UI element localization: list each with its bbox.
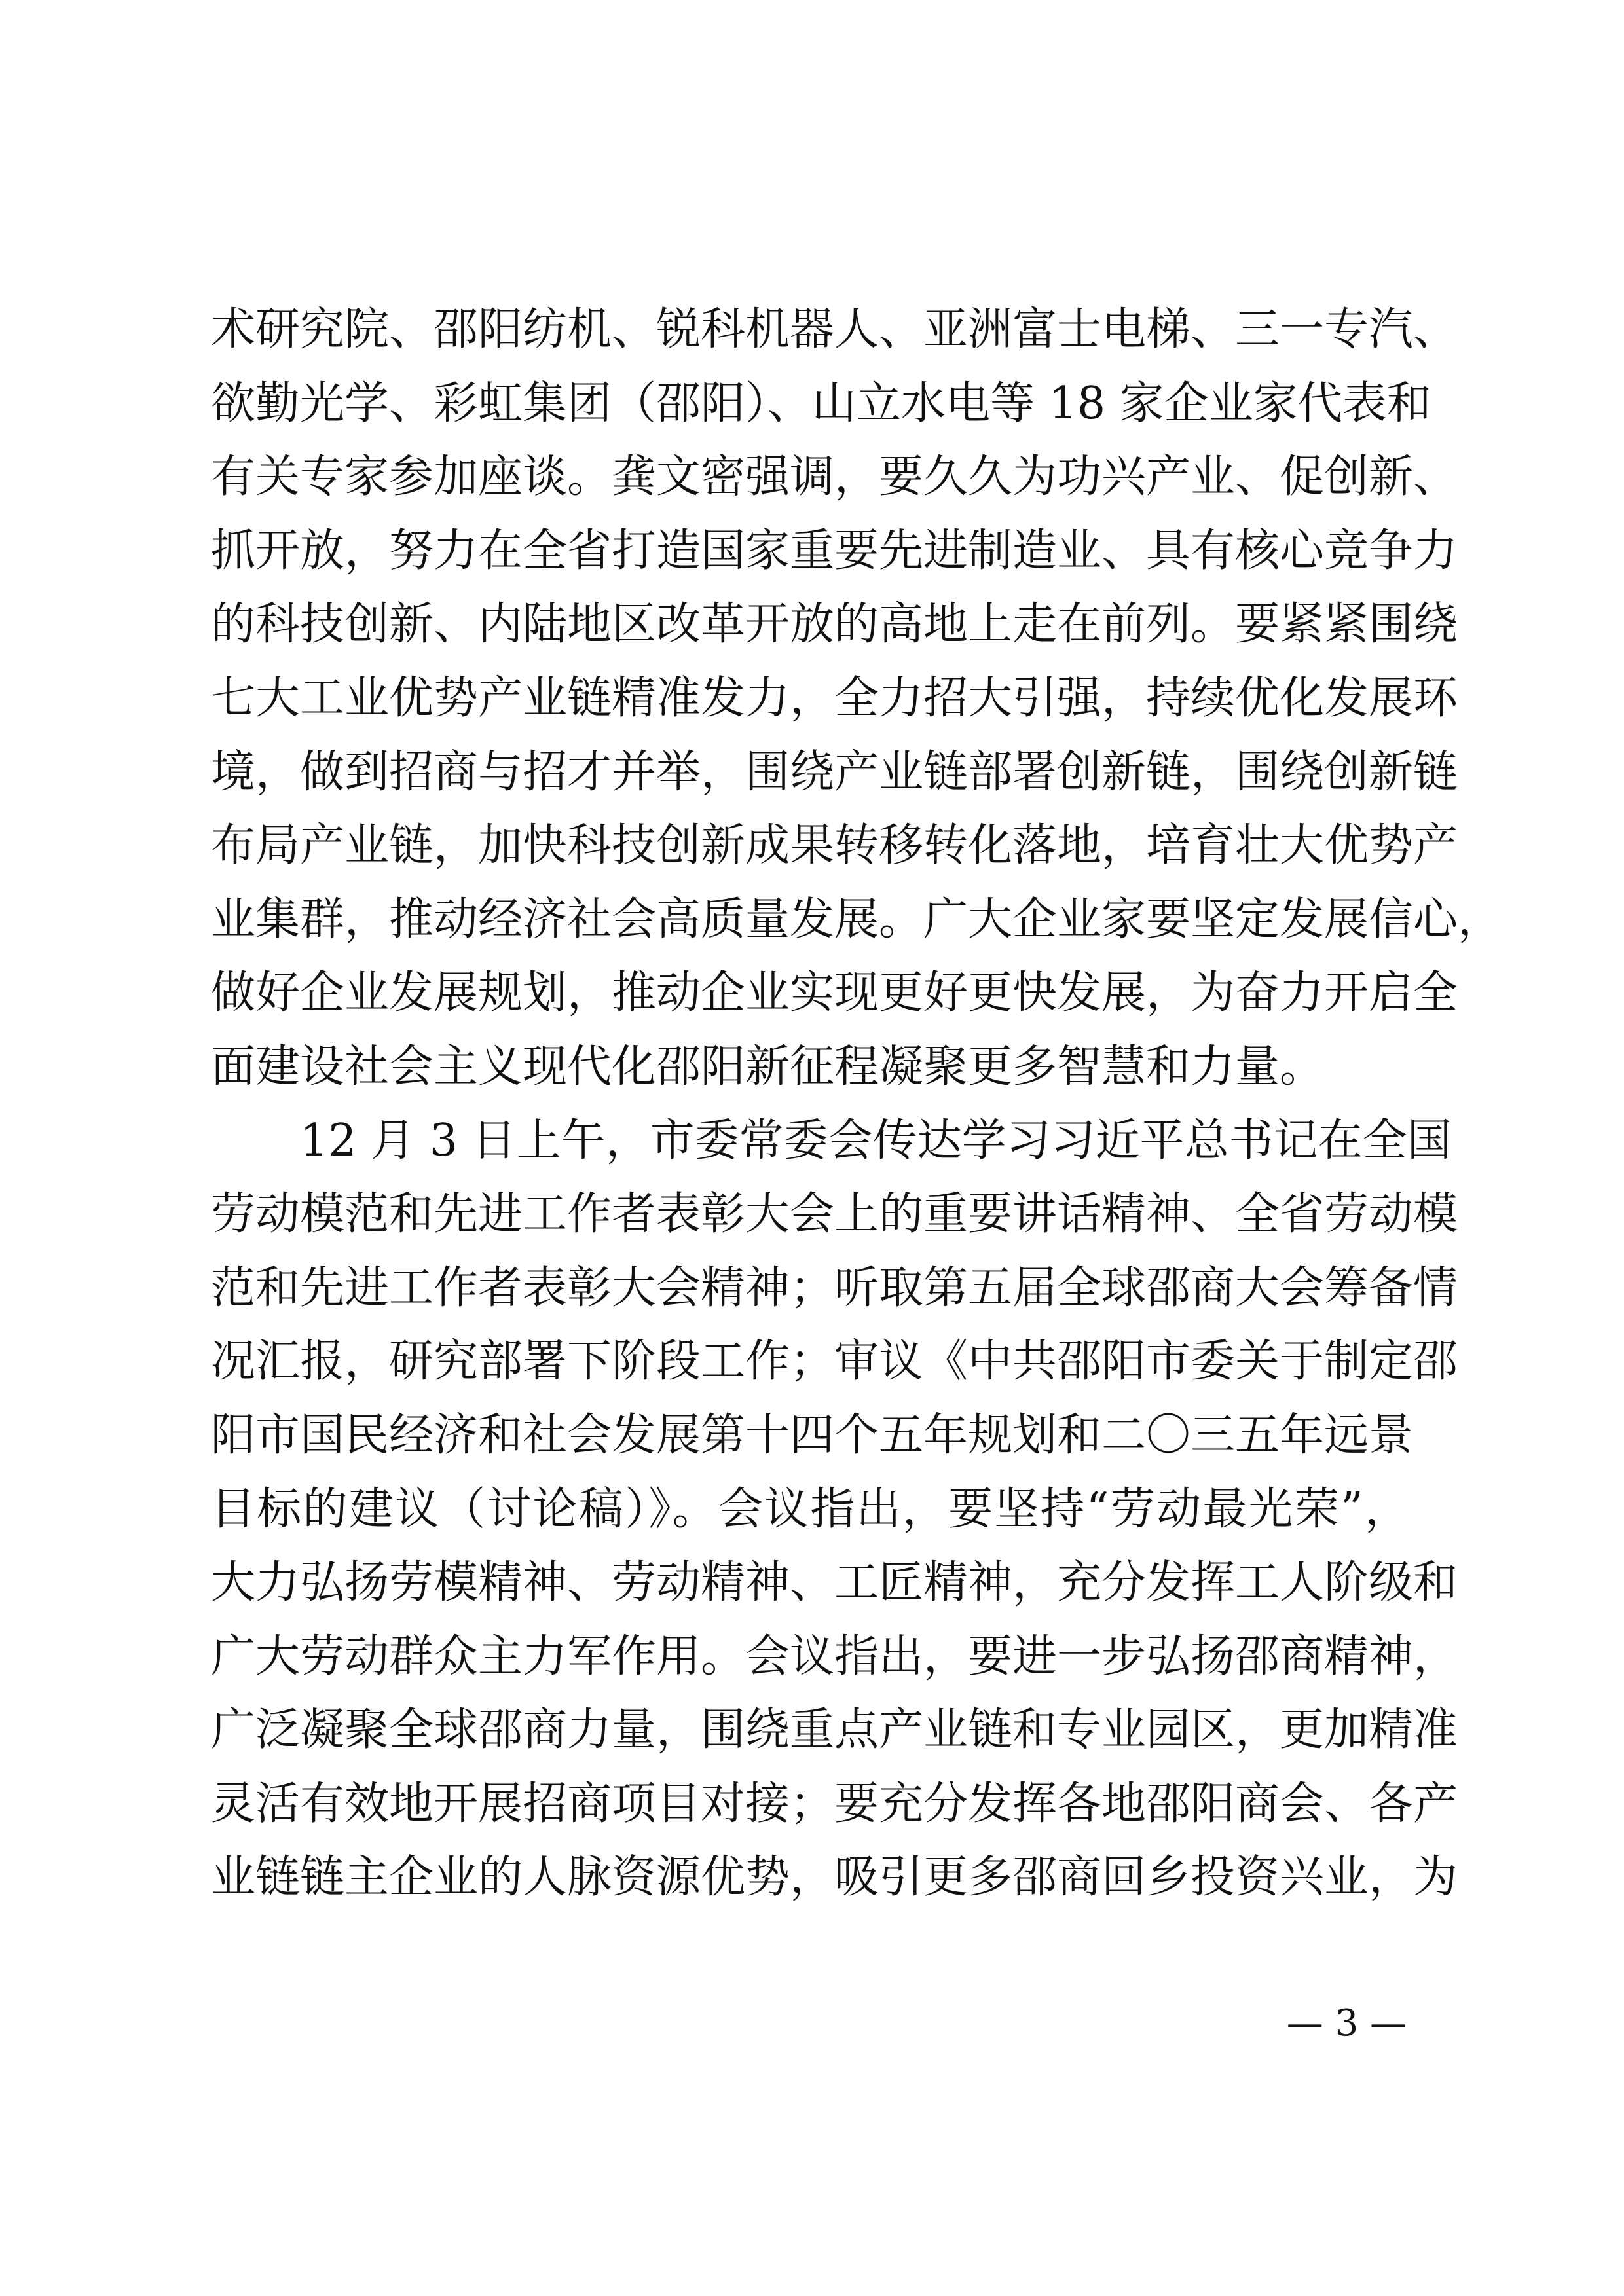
page-number: — 3 — [1286,2002,1407,2045]
text-line: 抓开放，努力在全省打造国家重要先进制造业、具有核心竞争力 [211,524,1458,577]
text-line: 七大工业优势产业链精准发力，全力招大引强，持续优化发展环 [211,672,1458,724]
text-line: 范和先进工作者表彰大会精神；听取第五届全球邵商大会筹备情 [211,1262,1458,1314]
text-line: 目标的建议（讨论稿）》。会议指出，要坚持“劳动最光荣”， [211,1483,1409,1535]
text-line: 广大劳动群众主力军作用。会议指出，要进一步弘扬邵商精神， [211,1630,1458,1683]
text-line: 术研究院、邵阳纺机、锐科机器人、亚洲富士电梯、三一专汽、 [211,304,1458,355]
text-line: 业链链主企业的人脉资源优势，吸引更多邵商回乡投资兴业，为 [211,1851,1458,1904]
text-line: 境，做到招商与招才并举，围绕产业链部署创新链，围绕创新链 [211,746,1458,798]
text-line: 布局产业链，加快科技创新成果转移转化落地，培育壮大优势产 [211,820,1458,872]
text-line: 做好企业发展规划，推动企业实现更好更快发展，为奋力开启全 [211,967,1458,1019]
text-line: 业集群，推动经济社会高质量发展。广大企业家要坚定发展信心， [211,893,1503,945]
text-line: 阳市国民经济和社会发展第十四个五年规划和二〇三五年远景 [211,1409,1414,1461]
text-line: 欲勤光学、彩虹集团（邵阳）、山立水电等 18 家企业家代表和 [211,377,1431,429]
text-line: 大力弘扬劳模精神、劳动精神、工匠精神，充分发挥工人阶级和 [211,1557,1458,1609]
text-line: 有关专家参加座谈。龚文密强调，要久久为功兴产业、促创新、 [211,451,1458,503]
text-line: 广泛凝聚全球邵商力量，围绕重点产业链和专业园区，更加精准 [211,1704,1458,1757]
body-text [211,293,1503,1915]
paragraph-2 [211,1104,1458,1916]
text-line: 12 月 3 日上午，市委常委会传达学习习近平总书记在全国 [300,1114,1452,1167]
text-line: 的科技创新、内陆地区改革开放的高地上走在前列。要紧紧围绕 [211,598,1458,651]
text-line: 面建设社会主义现代化邵阳新征程凝聚更多智慧和力量。 [211,1040,1325,1093]
text-line: 灵活有效地开展招商项目对接；要充分发挥各地邵阳商会、各产 [211,1777,1458,1830]
text-line: 况汇报，研究部署下阶段工作；审议《中共邵阳市委关于制定邵 [211,1336,1458,1388]
text-line: 劳动模范和先进工作者表彰大会上的重要讲话精神、全省劳动模 [211,1188,1458,1241]
paragraph-1 [211,293,1503,1104]
